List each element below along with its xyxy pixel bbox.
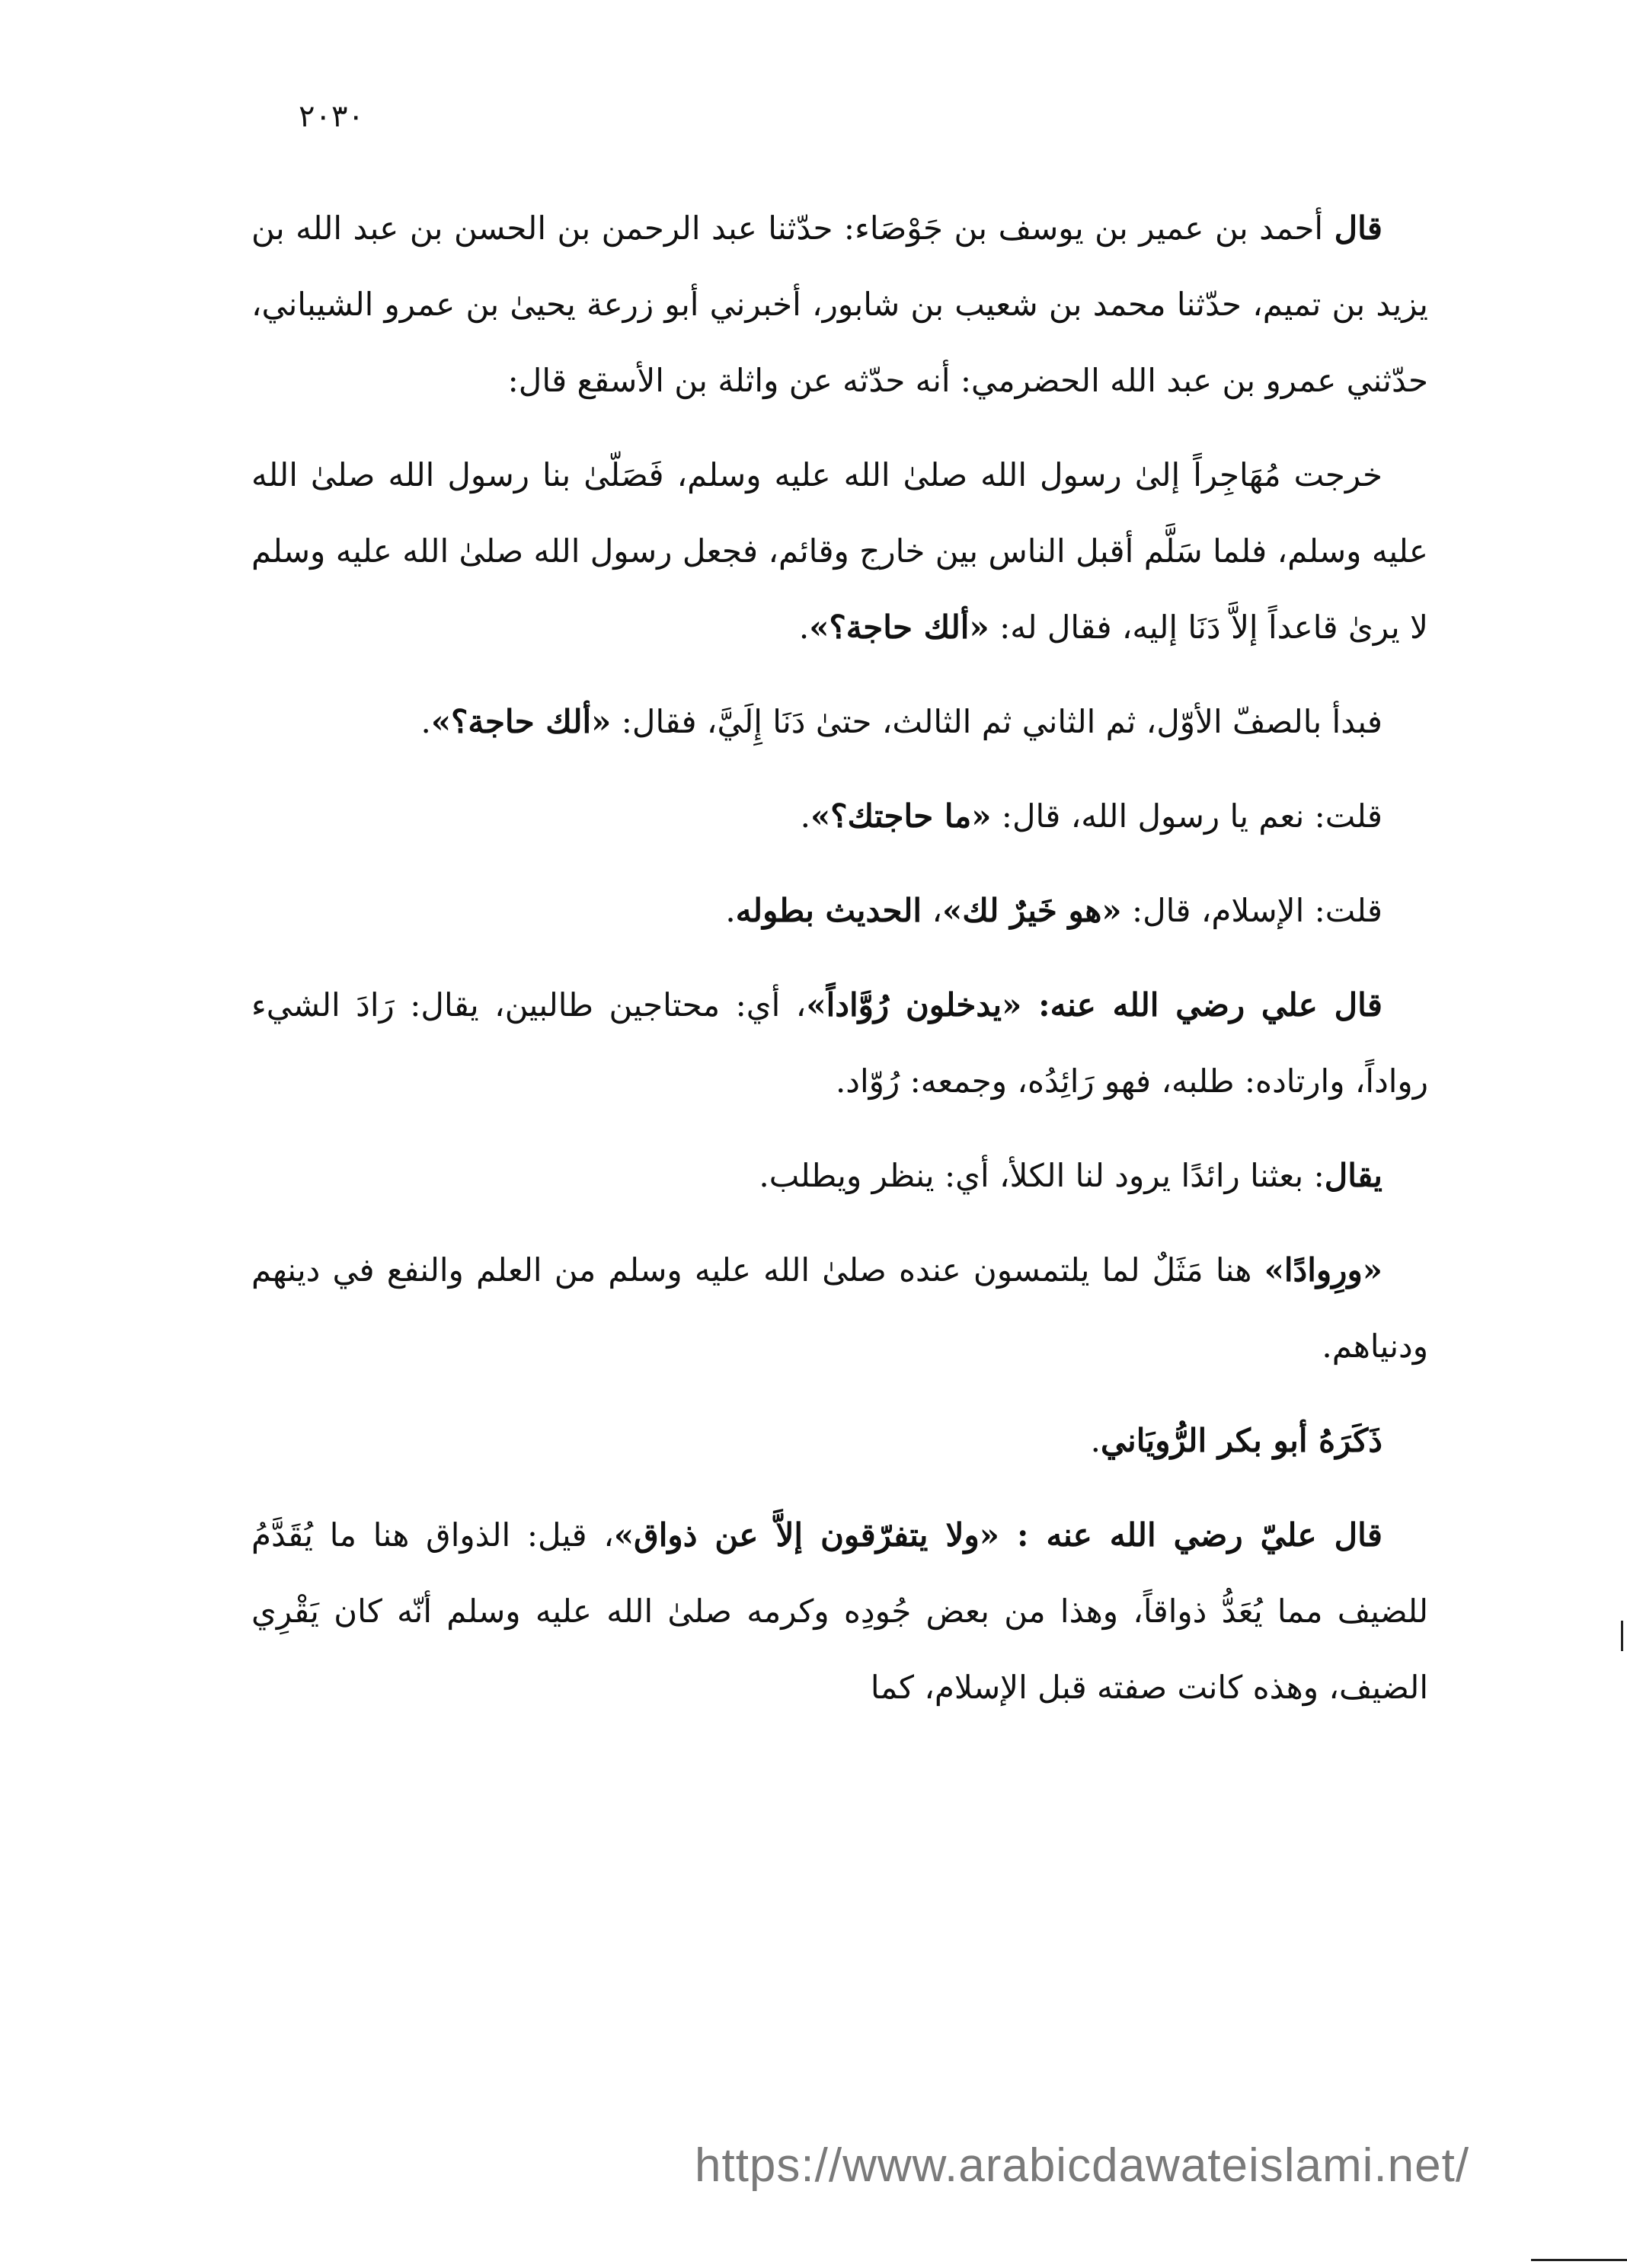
paragraph	[251, 967, 1428, 1120]
page-body	[251, 190, 1428, 1744]
paragraph	[251, 190, 1428, 419]
paragraph	[251, 873, 1428, 949]
paragraph	[251, 684, 1428, 760]
body-text: قلت: نعم يا رسول الله، قال:	[991, 797, 1382, 835]
body-text: .	[725, 892, 736, 929]
paragraph	[251, 437, 1428, 666]
body-text: .	[800, 797, 810, 835]
body-text: خرجت مُهَاجِراً إلىٰ رسول الله صلىٰ الله عليه وسلم، فَصَلّىٰ بنا رسول الله صلىٰ الله عليه وسلم، فلما سَلَّم أقبل الناس بين خارج وقائم، فجعل رسول الله صلىٰ الله عليه وسلم لا يرىٰ قاعداً إلاَّ دَنَا إليه، فقال له:	[251, 456, 1428, 646]
body-text: ،	[922, 892, 942, 929]
bold-text: «هو خَيرٌ لك»	[942, 892, 1122, 929]
body-text: قلت: الإسلام، قال:	[1121, 892, 1382, 929]
paragraph	[251, 1138, 1428, 1214]
paragraph	[251, 1403, 1428, 1479]
body-text: ، أي: محتاجين طالبين، يقال: رَادَ الشيء رواداً، وارتاده: طلبه، فهو رَائِدُه، وجمعه: رُوّاد.	[251, 986, 1428, 1100]
body-text: ، قيل: الذواق هنا ما يُقَدَّمُ للضيف مما يُعَدُّ ذواقاً، وهذا من بعض جُودِه وكرمه صلىٰ الله عليه وسلم أنّه كان يَقْرِي الضيف، وهذه كانت صفته قبل الإسلام، كما	[251, 1516, 1428, 1706]
bold-text: قال	[1334, 209, 1382, 247]
body-text: هنا مَثَلٌ لما يلتمسون عنده صلىٰ الله عليه وسلم من العلم والنفع في دينهم ودنياهم.	[251, 1251, 1428, 1365]
body-text: .	[1090, 1422, 1101, 1459]
bold-text: قال علي رضي الله عنه: «يدخلون رُوَّاداً»	[806, 986, 1382, 1024]
body-text: أحمد بن عمير بن يوسف بن جَوْصَاء: حدّثنا عبد الرحمن بن الحسن بن عبد الله بن يزيد بن تميم، حدّثنا محمد بن شعيب بن شابور، أخبرني أبو زرعة يحيىٰ بن عمرو الشيباني، حدّثني عمرو بن عبد الله الحضرمي: أنه حدّثه عن واثلة بن الأسقع قال:	[251, 209, 1428, 399]
paragraph	[251, 1232, 1428, 1385]
bold-text: الحديث بطوله	[735, 892, 922, 929]
body-text: فبدأ بالصفّ الأوّل، ثم الثاني ثم الثالث، حتىٰ دَنَا إِلَيَّ، فقال:	[611, 703, 1382, 740]
scan-edge-line	[1531, 2259, 1627, 2261]
bold-text: ذَكَرَهُ أبو بكر الرُّويَاني	[1101, 1422, 1382, 1459]
paragraph	[251, 778, 1428, 854]
bold-text: «ألك حاجة؟»	[809, 609, 989, 646]
bold-text: «ورِوادًا»	[1264, 1251, 1382, 1289]
bold-text: قال عليّ رضي الله عنه : «ولا يتفرّقون إلاَّ عن ذواق»	[613, 1516, 1382, 1554]
body-text: .	[420, 703, 431, 740]
body-text: .	[798, 609, 810, 646]
body-text: : بعثنا رائدًا يرود لنا الكلأ، أي: ينظر ويطلب.	[759, 1157, 1325, 1194]
page-number: ٢٠٣٠	[299, 99, 364, 134]
bold-text: يقال	[1324, 1157, 1382, 1194]
bold-text: «ما حاجتك؟»	[810, 797, 992, 835]
bold-text: «ألك حاجة؟»	[430, 703, 612, 740]
scan-edge-mark	[1621, 1621, 1623, 1651]
watermark-url: https://www.arabicdawateislami.net/	[695, 2139, 1470, 2192]
paragraph	[251, 1497, 1428, 1726]
